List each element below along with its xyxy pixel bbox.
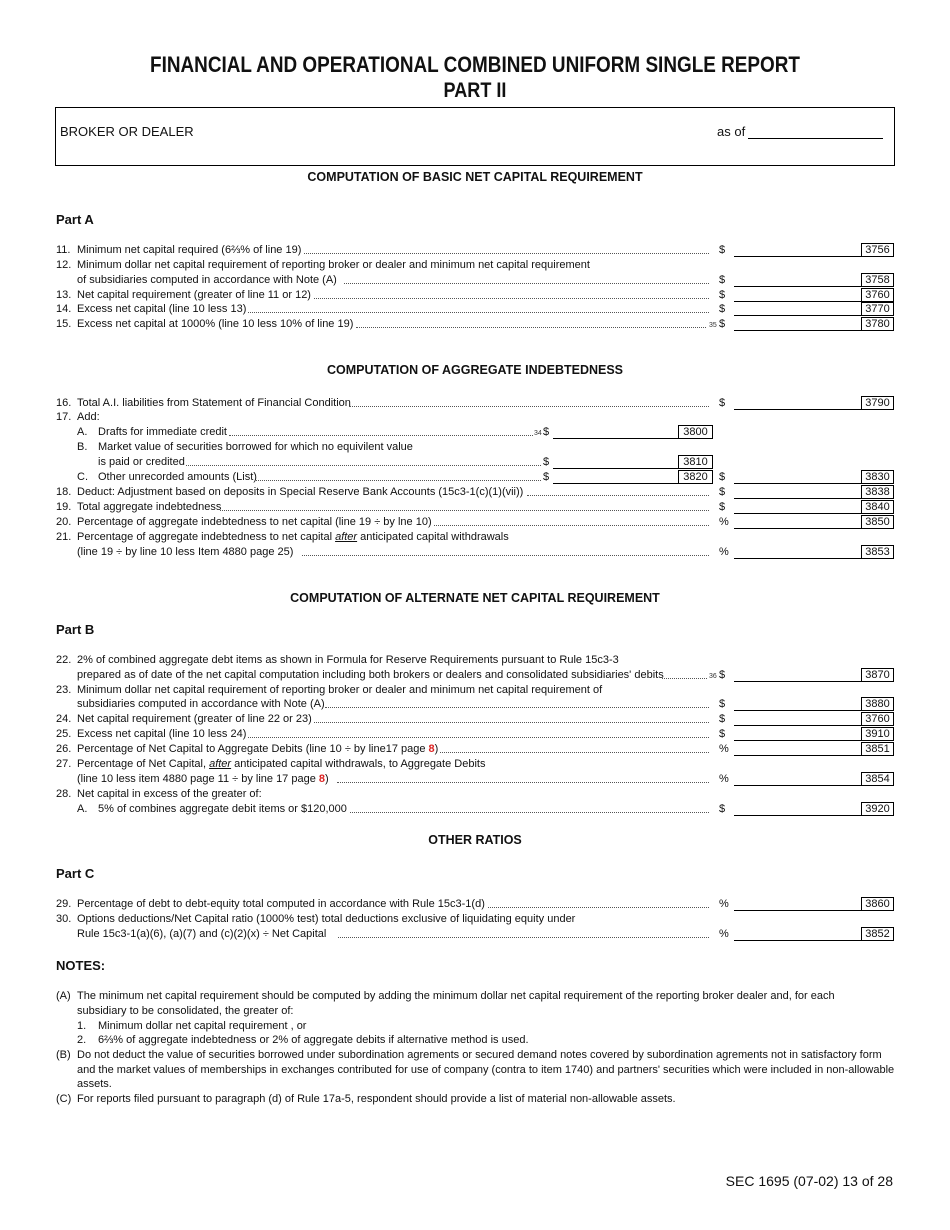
- line-number: 27.: [56, 758, 72, 770]
- line-22-input[interactable]: [734, 668, 862, 682]
- code-box: 3800: [678, 425, 713, 439]
- line-23-input[interactable]: [734, 697, 862, 711]
- line-text: Other unrecorded amounts (List): [98, 471, 257, 483]
- line-text: Deduct: Adjustment based on deposits in Special Reserve Bank Accounts (15c3-1(c)(1)(vii)): [77, 486, 524, 498]
- percent-symbol: %: [719, 743, 729, 755]
- currency-symbol: $: [719, 244, 726, 256]
- percent-symbol: %: [719, 773, 729, 785]
- line-text: Percentage of debt to debt-equity total computed in accordance with Rule 15c3-1(d): [77, 898, 485, 910]
- line-text: Net capital in excess of the greater of:: [77, 788, 262, 800]
- line-number: 12.: [56, 259, 72, 271]
- broker-dealer-label: BROKER OR DEALER: [60, 124, 194, 139]
- line-text: subsidiaries computed in accordance with Note (A): [77, 698, 325, 710]
- code-box: 3840: [861, 500, 894, 514]
- percent-symbol: %: [719, 516, 729, 528]
- line-text: Options deductions/Net Capital ratio (1000% test) total deductions exclusive of liquidating equity under: [77, 913, 576, 925]
- page-reference: 8: [428, 743, 435, 755]
- note-b-text: Do not deduct the value of securities borrowed under subordination agrements or secured demand notes covered by subordination agrements not in satisfactory form: [77, 1049, 882, 1061]
- code-box: 3851: [861, 742, 894, 756]
- after-emphasis: after: [209, 758, 232, 770]
- percent-symbol: %: [719, 898, 729, 910]
- currency-symbol: $: [543, 471, 550, 483]
- code-box: 3758: [861, 273, 894, 287]
- line-text: Rule 15c3-1(a)(6), (a)(7) and (c)(2)(x) ÷ Net Capital: [77, 928, 327, 940]
- currency-symbol: $: [719, 713, 726, 725]
- code-box: 3850: [861, 515, 894, 529]
- currency-symbol: $: [719, 471, 726, 483]
- code-box: 3790: [861, 396, 894, 410]
- note-a-text: The minimum net capital requirement should be computed by adding the minimum dollar net capital requirement of the reporting broker dealer and, for each: [77, 990, 835, 1002]
- line-text: Net capital requirement (greater of line 11 or 12): [77, 289, 311, 301]
- line-27-input[interactable]: [734, 772, 862, 786]
- currency-symbol: $: [719, 698, 726, 710]
- line-number: 22.: [56, 654, 72, 666]
- part-a-heading: Part A: [56, 212, 94, 227]
- note-a-item-number: 1.: [77, 1020, 87, 1032]
- line-number: 21.: [56, 531, 72, 543]
- line-17-total-input[interactable]: [734, 470, 862, 484]
- line-number: A.: [77, 803, 88, 815]
- currency-symbol: $: [719, 318, 726, 330]
- line-text: Excess net capital at 1000% (line 10 less 10% of line 19): [77, 318, 354, 330]
- code-box: 3854: [861, 772, 894, 786]
- notes-heading: NOTES:: [56, 958, 106, 973]
- currency-symbol: $: [719, 397, 726, 409]
- section-alternate: COMPUTATION OF ALTERNATE NET CAPITAL REQUIREMENT: [290, 591, 660, 605]
- line-13-input[interactable]: [734, 288, 862, 302]
- note-c-text: For reports filed pursuant to paragraph (d) of Rule 17a-5, respondent should provide a list of material non-allowable assets.: [77, 1093, 676, 1105]
- note-a-item: 6⅔% of aggregate indebtedness or 2% of aggregate debits if alternative method is used.: [98, 1034, 529, 1046]
- line-30-input[interactable]: [734, 927, 862, 941]
- currency-symbol: $: [719, 669, 726, 681]
- line-text: is paid or credited: [98, 456, 185, 468]
- line-text: ): [325, 773, 329, 785]
- note-c-label: (C): [56, 1093, 72, 1105]
- line-number: 11.: [56, 244, 71, 256]
- form-footer: SEC 1695 (07-02) 13 of 28: [725, 1173, 893, 1189]
- line-number: 26.: [56, 743, 72, 755]
- line-text: Minimum dollar net capital requirement of reporting broker or dealer and minimum net capital requirement of: [77, 684, 603, 696]
- line-text: Market value of securities borrowed for which no equivilent value: [98, 441, 413, 453]
- line-28a-input[interactable]: [734, 802, 862, 816]
- line-text: Excess net capital (line 10 less 24): [77, 728, 247, 740]
- currency-symbol: $: [719, 289, 726, 301]
- page-reference: 8: [318, 773, 326, 785]
- field-marker: 35: [709, 322, 717, 329]
- line-text: Net capital requirement (greater of line 22 or 23): [77, 713, 312, 725]
- line-number: C.: [77, 471, 88, 483]
- line-text: 2% of combined aggregate debt items as shown in Formula for Reserve Requirements pursuant to Rule 15c3-3: [77, 654, 619, 666]
- report-subtitle: PART II: [443, 79, 507, 102]
- line-text: (line 10 less item 4880 page 11 ÷ by line 17 page: [77, 773, 319, 785]
- line-17c-input[interactable]: [553, 470, 678, 484]
- line-text: 5% of combines aggregate debit items or $120,000: [98, 803, 347, 815]
- currency-symbol: $: [719, 274, 726, 286]
- after-emphasis: after: [335, 531, 358, 543]
- currency-symbol: $: [719, 803, 726, 815]
- code-box: 3830: [861, 470, 894, 484]
- line-text: Excess net capital (line 10 less 13): [77, 303, 247, 315]
- percent-symbol: %: [719, 546, 729, 558]
- line-number: 14.: [56, 303, 72, 315]
- currency-symbol: $: [543, 456, 550, 468]
- line-text: Percentage of aggregate indebtedness to net capital (line 19 ÷ by lne 10): [77, 516, 432, 528]
- as-of-input[interactable]: [748, 138, 883, 139]
- line-number: 30.: [56, 913, 72, 925]
- code-box: 3820: [678, 470, 713, 484]
- line-text: of subsidiaries computed in accordance with Note (A): [77, 274, 337, 286]
- note-b-text: and the market values of memberships in exchanges contributed for use of company (contra to item 1740) and partners' securities which were included in non-allowable: [77, 1064, 895, 1076]
- line-text: Percentage of Net Capital,: [77, 758, 210, 770]
- line-number: A.: [77, 426, 88, 438]
- code-box: 3860: [861, 897, 894, 911]
- currency-symbol: $: [719, 303, 726, 315]
- field-marker: 34: [534, 430, 542, 437]
- code-box: 3780: [861, 317, 894, 331]
- line-15-input[interactable]: [734, 317, 862, 331]
- line-11-input[interactable]: [734, 243, 862, 257]
- note-b-text: assets.: [77, 1078, 112, 1090]
- line-24-input[interactable]: [734, 712, 862, 726]
- code-box: 3810: [678, 455, 713, 469]
- line-text: anticipated capital withdrawals: [357, 531, 509, 543]
- code-box: 3760: [861, 712, 894, 726]
- line-number: 18.: [56, 486, 72, 498]
- note-a-item: Minimum dollar net capital requirement , or: [98, 1020, 307, 1032]
- code-box: 3770: [861, 302, 894, 316]
- part-b-heading: Part B: [56, 622, 95, 637]
- part-c-heading: Part C: [56, 866, 95, 881]
- line-text: (line 19 ÷ by line 10 less Item 4880 page 25): [77, 546, 294, 558]
- line-text: prepared as of date of the net capital computation including both brokers or dealers and consolidated subsidiaries' debits: [77, 669, 664, 681]
- line-text: Minimum net capital required (6⅔% of line 19): [77, 244, 302, 256]
- section-basic: COMPUTATION OF BASIC NET CAPITAL REQUIREMENT: [307, 170, 643, 184]
- currency-symbol: $: [719, 728, 726, 740]
- code-box: 3920: [861, 802, 894, 816]
- code-box: 3760: [861, 288, 894, 302]
- line-number: B.: [77, 441, 88, 453]
- line-text: anticipated capital withdrawals, to Aggregate Debits: [231, 758, 486, 770]
- line-16-input[interactable]: [734, 396, 862, 410]
- line-number: 13.: [56, 289, 72, 301]
- line-number: 23.: [56, 684, 72, 696]
- line-text: Total aggregate indebtedness: [77, 501, 222, 513]
- report-title: FINANCIAL AND OPERATIONAL COMBINED UNIFORM SINGLE REPORT: [150, 52, 800, 77]
- code-box: 3870: [861, 668, 894, 682]
- line-17a-input[interactable]: [553, 425, 678, 439]
- line-12-input[interactable]: [734, 273, 862, 287]
- line-number: 17.: [56, 411, 72, 423]
- line-text: Minimum dollar net capital requirement of reporting broker or dealer and minimum net capital requirement: [77, 259, 590, 271]
- currency-symbol: $: [719, 486, 726, 498]
- currency-symbol: $: [719, 501, 726, 513]
- line-number: 15.: [56, 318, 72, 330]
- currency-symbol: $: [543, 426, 550, 438]
- as-of-label: as of: [717, 124, 746, 139]
- line-20-input[interactable]: [734, 515, 862, 529]
- line-21-input[interactable]: [734, 545, 862, 559]
- line-25-input[interactable]: [734, 727, 862, 741]
- line-number: 16.: [56, 397, 72, 409]
- line-18-input[interactable]: [734, 485, 862, 499]
- note-a-item-number: 2.: [77, 1034, 87, 1046]
- code-box: 3852: [861, 927, 894, 941]
- line-text: Percentage of Net Capital to Aggregate Debits (line 10 ÷ by line17 page: [77, 743, 429, 755]
- line-number: 29.: [56, 898, 72, 910]
- line-text: Add:: [77, 411, 100, 423]
- line-text: Total A.I. liabilities from Statement of Financial Condition: [77, 397, 351, 409]
- line-number: 25.: [56, 728, 72, 740]
- line-26-input[interactable]: [734, 742, 862, 756]
- line-29-input[interactable]: [734, 897, 862, 911]
- percent-symbol: %: [719, 928, 729, 940]
- section-other-ratios: OTHER RATIOS: [428, 833, 522, 847]
- line-number: 24.: [56, 713, 72, 725]
- code-box: 3838: [861, 485, 894, 499]
- field-marker: 36: [709, 673, 717, 680]
- line-text: Drafts for immediate credit: [98, 426, 227, 438]
- line-text: Percentage of aggregate indebtedness to net capital: [77, 531, 336, 543]
- line-number: 28.: [56, 788, 72, 800]
- code-box: 3756: [861, 243, 894, 257]
- line-14-input[interactable]: [734, 302, 862, 316]
- line-text: ): [434, 743, 439, 755]
- line-number: 19.: [56, 501, 72, 513]
- code-box: 3880: [861, 697, 894, 711]
- line-number: 20.: [56, 516, 72, 528]
- note-a-text: subsidiary to be consolidated, the greater of:: [77, 1005, 294, 1017]
- line-17b-input[interactable]: [553, 455, 678, 469]
- note-a-label: (A): [56, 990, 71, 1002]
- note-b-label: (B): [56, 1049, 71, 1061]
- code-box: 3910: [861, 727, 894, 741]
- line-19-input[interactable]: [734, 500, 862, 514]
- code-box: 3853: [861, 545, 894, 559]
- section-aggregate: COMPUTATION OF AGGREGATE INDEBTEDNESS: [326, 363, 624, 377]
